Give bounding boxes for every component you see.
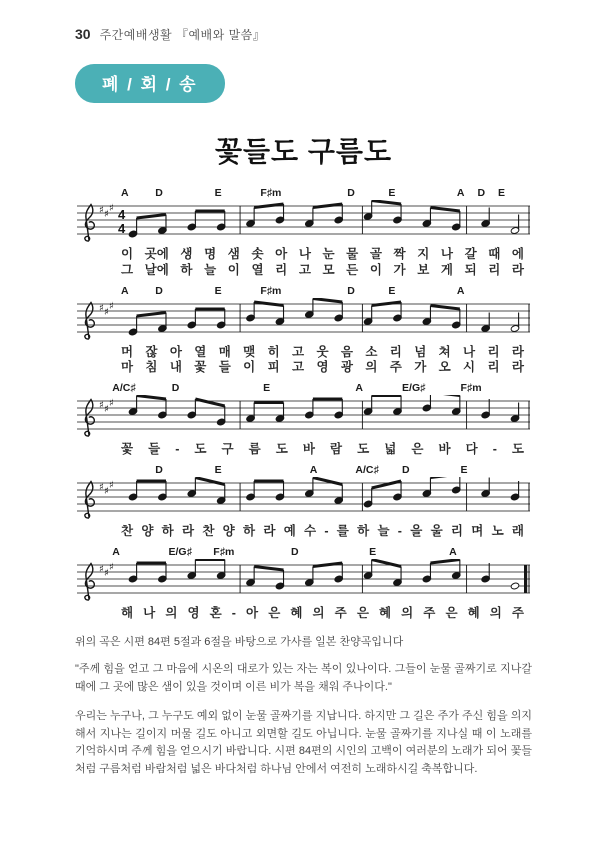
chord-row bbox=[75, 464, 532, 477]
chord-label: E bbox=[214, 284, 222, 297]
chord-label: E bbox=[214, 463, 222, 476]
staff-notation bbox=[75, 200, 532, 246]
chord-label: E/G♯ bbox=[402, 382, 426, 394]
chord-label: E bbox=[498, 187, 506, 199]
chord-label: D bbox=[155, 463, 163, 476]
svg-text:♯: ♯ bbox=[99, 400, 104, 411]
lyrics-line: 꽃 들 - 도 구 름 도 바 람 도 넓 은 바 다 - 도 bbox=[121, 442, 524, 456]
chord-label: A bbox=[112, 545, 120, 558]
chord-label: E bbox=[214, 187, 222, 199]
music-score bbox=[75, 187, 532, 620]
svg-text:4: 4 bbox=[118, 207, 126, 222]
chord-label: D bbox=[290, 545, 299, 558]
chord-row bbox=[75, 187, 532, 200]
staff-system bbox=[75, 382, 532, 457]
chord-label: E/G♯ bbox=[168, 545, 192, 558]
chord-label: E bbox=[388, 187, 396, 199]
chord-label: D bbox=[402, 463, 410, 476]
svg-text:♯: ♯ bbox=[104, 209, 109, 220]
intro-paragraph: 위의 곡은 시편 84편 5절과 6절을 바탕으로 가사를 일본 찬양곡입니다 bbox=[75, 636, 404, 649]
lyrics-line: 그 날에 하 늘 이 열 리 고 모 든 이 가 보 게 되 리 라 bbox=[121, 262, 524, 277]
chord-label: A bbox=[120, 187, 129, 199]
chord-label: A bbox=[456, 187, 465, 199]
chord-label: A bbox=[456, 284, 465, 297]
chord-label: F♯m bbox=[260, 187, 282, 199]
svg-text:♯: ♯ bbox=[104, 485, 109, 497]
staff-system bbox=[75, 464, 532, 539]
staff-system bbox=[75, 546, 532, 621]
svg-text:♯: ♯ bbox=[104, 306, 109, 318]
chord-label: E bbox=[460, 463, 468, 476]
svg-text:♯: ♯ bbox=[109, 479, 114, 491]
svg-text:♯: ♯ bbox=[109, 300, 114, 312]
chord-label: E bbox=[369, 545, 377, 558]
lyrics-line: 찬 양 하 라 찬 양 하 라 예 수 - 를 하 늘 - 을 울 리 며 노 래 bbox=[121, 523, 524, 538]
staff-system bbox=[75, 187, 532, 278]
svg-text:♯: ♯ bbox=[104, 404, 109, 415]
svg-text:♯: ♯ bbox=[109, 398, 114, 409]
staff-notation bbox=[75, 477, 532, 523]
staff-notation bbox=[75, 298, 532, 344]
page-content bbox=[75, 0, 532, 790]
scripture-quote: "주께 힘을 얻고 그 마음에 시온의 대로가 있는 자는 복이 있나이다. 그들이 눈물 골짜기로 지나갈 때에 그 곳에 많은 샘이 있을 것이며 이른 비가 복을 채워 주나이다." bbox=[75, 663, 532, 693]
svg-text:4: 4 bbox=[118, 221, 126, 236]
chord-row bbox=[75, 382, 532, 395]
chord-label: D bbox=[347, 284, 355, 297]
chord-label: D bbox=[347, 187, 355, 199]
chord-label: A bbox=[355, 382, 364, 394]
svg-text:♯: ♯ bbox=[99, 563, 104, 575]
chord-label: D bbox=[477, 187, 486, 199]
chord-label: E bbox=[388, 284, 396, 297]
chord-label: F♯m bbox=[213, 545, 235, 558]
chord-label: A bbox=[449, 545, 457, 558]
svg-text:♯: ♯ bbox=[104, 567, 109, 579]
chord-row bbox=[75, 546, 532, 559]
closing-hymn-badge: 폐 / 회 / 송 bbox=[75, 64, 225, 103]
body-text bbox=[75, 634, 532, 779]
chord-label: A bbox=[120, 284, 129, 297]
song-title: 꽃들도 구름도 bbox=[214, 136, 393, 167]
lyrics-line: 마 침 내 꽃 들 이 피 고 영 광 의 주 가 오 시 리 라 bbox=[121, 360, 524, 375]
page-header bbox=[75, 26, 532, 43]
svg-text:♯: ♯ bbox=[109, 561, 114, 573]
staff-notation bbox=[75, 395, 532, 441]
svg-text:♯: ♯ bbox=[99, 205, 104, 216]
page-number: 30 bbox=[75, 26, 91, 42]
lyrics-line: 이 곳에 생 명 샘 솟 아 나 눈 물 골 짝 지 나 갈 때 에 bbox=[121, 247, 524, 261]
chord-label: D bbox=[155, 187, 163, 199]
chord-row bbox=[75, 285, 532, 298]
staff-notation bbox=[75, 559, 532, 605]
lyrics-line: 머 잖 아 열 매 맺 히 고 웃 음 소 리 넘 쳐 나 리 라 bbox=[121, 344, 524, 359]
chord-label: D bbox=[171, 382, 180, 394]
chord-label: A bbox=[309, 463, 318, 476]
svg-text:♯: ♯ bbox=[99, 302, 104, 314]
chord-label: E bbox=[263, 382, 271, 394]
svg-text:♯: ♯ bbox=[99, 481, 104, 493]
header-title: 주간예배생활 『예배와 말씀』 bbox=[99, 28, 266, 42]
lyrics-line: 해 나 의 영 혼 - 아 은 혜 의 주 은 혜 의 주 은 혜 의 주 bbox=[121, 605, 524, 620]
chord-label: A/C♯ bbox=[355, 463, 379, 476]
chord-label: A/C♯ bbox=[112, 382, 136, 394]
chord-label: D bbox=[155, 284, 163, 297]
chord-label: F♯m bbox=[460, 382, 482, 394]
staff-system bbox=[75, 285, 532, 376]
svg-text:♯: ♯ bbox=[109, 203, 114, 214]
chord-label: F♯m bbox=[260, 284, 282, 297]
commentary-paragraph: 우리는 누구나, 그 누구도 예외 없이 눈물 골짜기를 지납니다. 하지만 그 길은 주가 주신 힘을 의지해서 지나는 길이지 머물 길도 아니고 외면할 길도 아닙니다. 눈물 골짜기를 지나실 때 이 노래를 기억하시며 주께 힘을 얻으시기 바랍니다. 시편 84편의 시인의 고백이 여러분의 노래가 되어 꽃들처럼 구름처럼 바람처럼 넓은 바다처럼 하나님 안에서 여전히 노래하시길 축복합니다. bbox=[75, 709, 532, 776]
